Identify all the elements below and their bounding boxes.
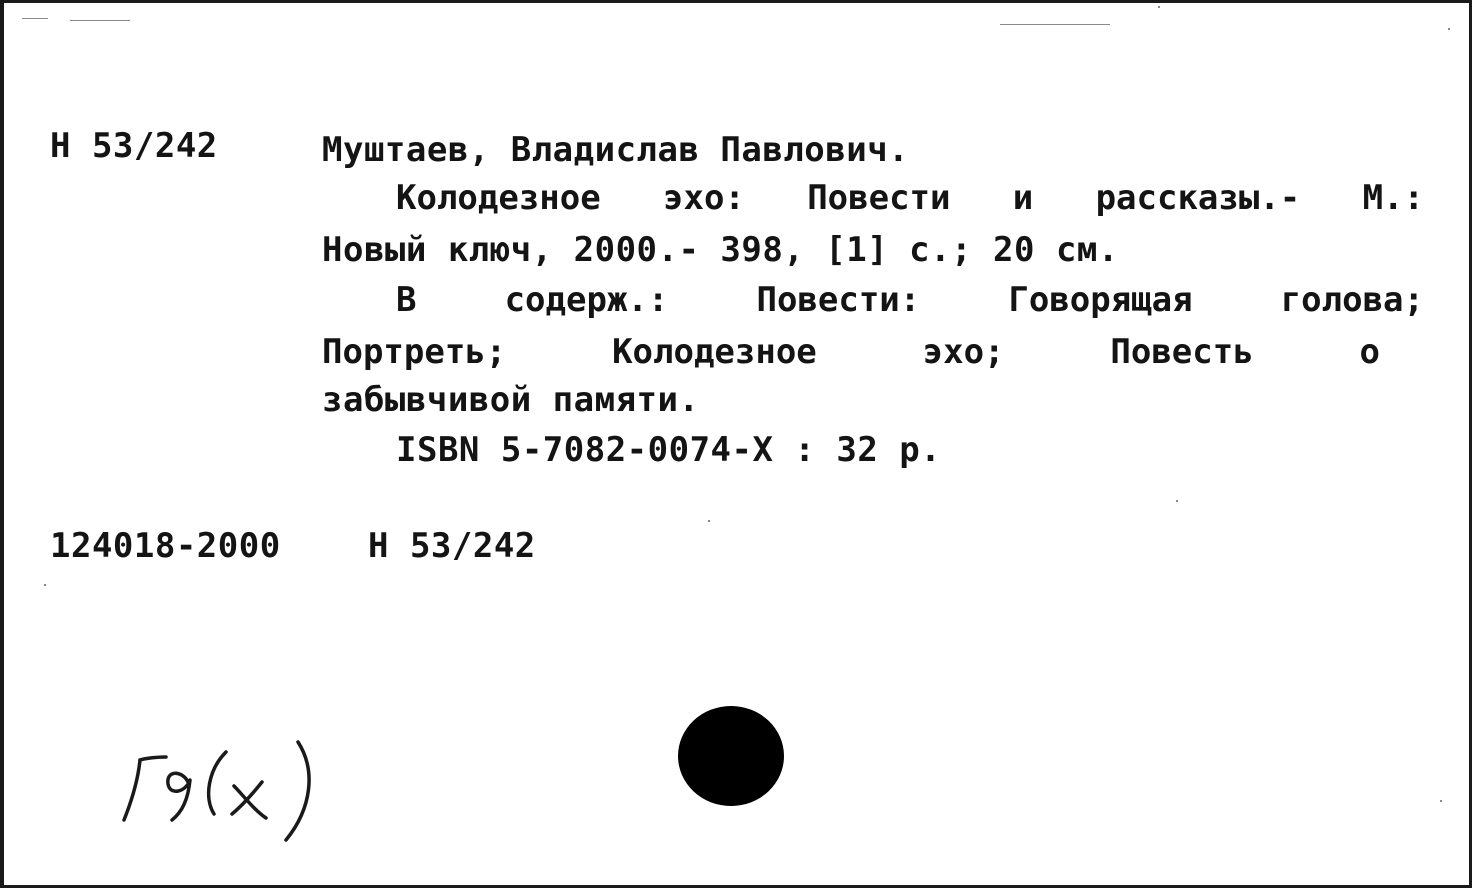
inventory-number: 124018-2000 <box>50 526 281 566</box>
handwritten-note-signature <box>116 740 336 850</box>
title-line-1: Колодезное эхо: Повести и рассказы.- М.: <box>396 178 1424 218</box>
contents-line-2: Портреть; Колодезное эхо; Повесть о <box>322 332 1380 372</box>
scan-speck <box>1000 24 1110 25</box>
title-line-2: Новый ключ, 2000.- 398, [1] с.; 20 см. <box>322 230 1119 270</box>
scan-speck <box>1158 6 1160 8</box>
card-border-top <box>0 0 1472 3</box>
isbn-line: ISBN 5-7082-0074-X : 32 р. <box>396 430 942 470</box>
contents-line-3: забывчивой памяти. <box>322 380 700 420</box>
scan-speck <box>1176 500 1178 502</box>
scan-speck <box>1448 28 1450 30</box>
author-heading: Муштаев, Владислав Павлович. <box>322 130 910 170</box>
contents-line-1: В содерж.: Повести: Говорящая голова; <box>396 280 1424 320</box>
card-border-left <box>0 0 4 888</box>
punch-hole-icon <box>678 706 784 806</box>
inventory-call-number: Н 53/242 <box>368 526 536 566</box>
scan-speck <box>1440 800 1442 802</box>
scan-speck <box>708 520 710 522</box>
call-number: Н 53/242 <box>50 126 218 166</box>
scan-speck <box>70 20 130 21</box>
scan-speck <box>22 18 48 19</box>
scan-speck <box>44 584 46 586</box>
